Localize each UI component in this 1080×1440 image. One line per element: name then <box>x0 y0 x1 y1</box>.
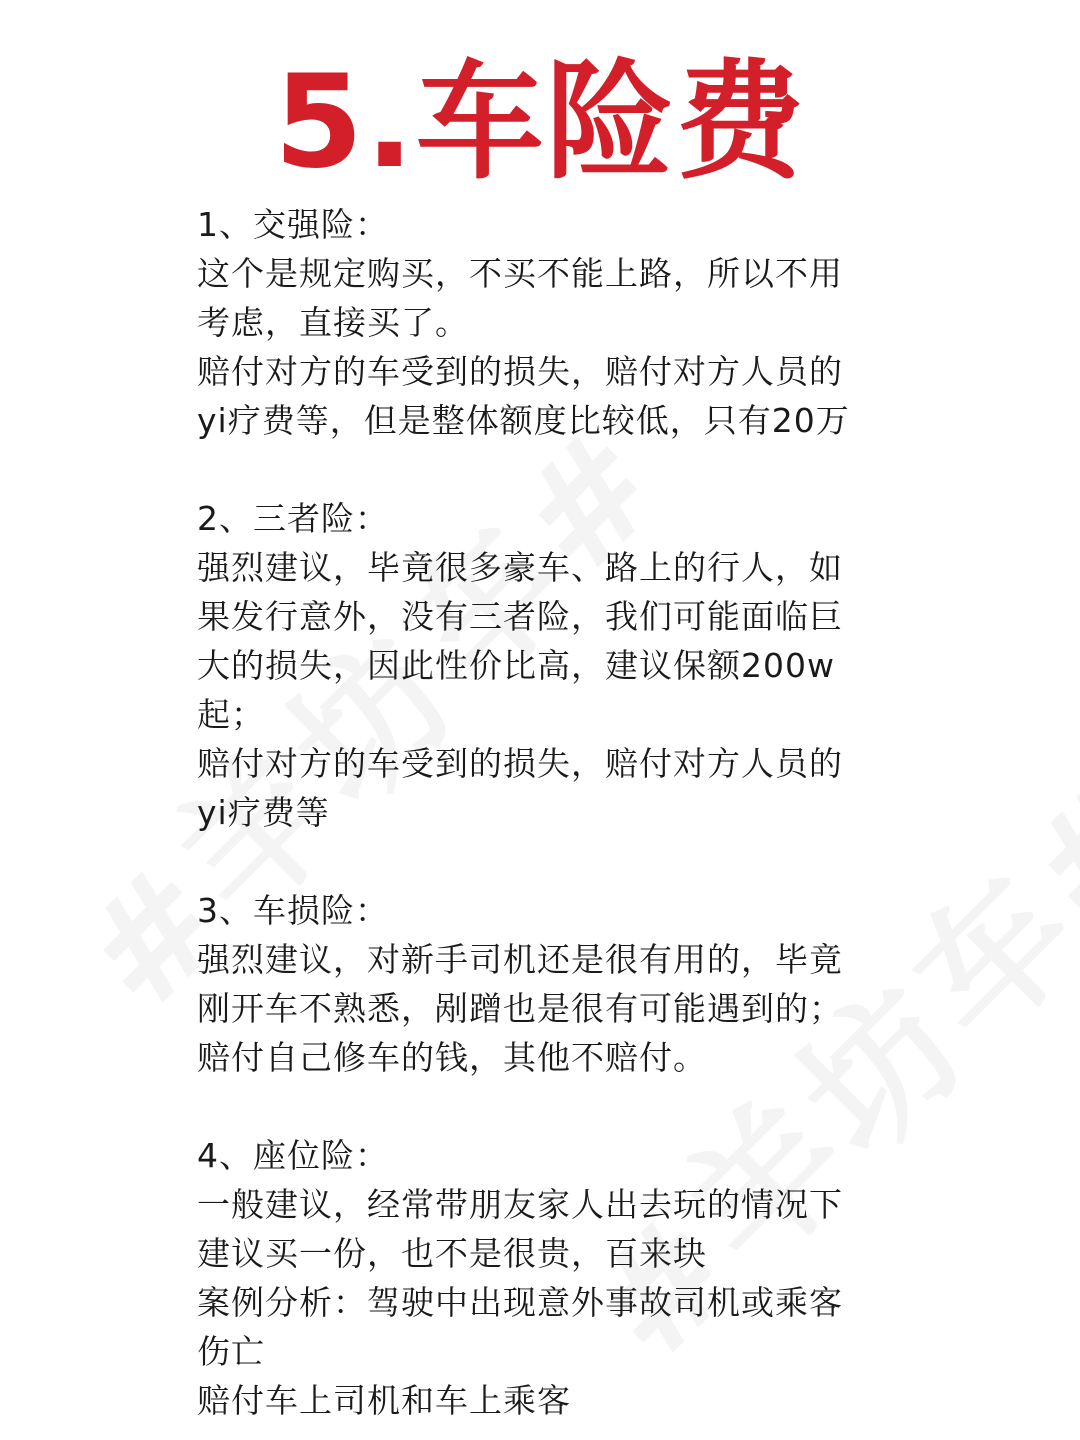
section-compulsory-insurance <box>197 200 877 445</box>
paragraph-line: 果发行意外，没有三者险，我们可能面临巨 <box>197 597 843 636</box>
paragraph-line: 一般建议，经常带朋友家人出去玩的情况下 <box>197 1185 843 1224</box>
paragraph-line: 大的损失，因此性价比高，建议保额200w <box>197 646 835 685</box>
paragraph-line: 起； <box>197 695 265 734</box>
paragraph-line: 赔付对方的车受到的损失，赔付对方人员的 <box>197 744 843 783</box>
page-title: 5.车险费 <box>274 48 806 197</box>
paragraph-line: 赔付对方的车受到的损失，赔付对方人员的 <box>197 352 843 391</box>
paragraph-line: 伤亡 <box>197 1332 265 1371</box>
section-heading: 2、三者险： <box>197 499 389 538</box>
section-seat-insurance <box>197 1131 877 1425</box>
section-vehicle-damage-insurance <box>197 886 877 1082</box>
section-heading: 4、座位险： <box>197 1136 389 1175</box>
section-heading: 1、交强险： <box>197 205 389 244</box>
paragraph-line: 强烈建议，毕竟很多豪车、路上的行人，如 <box>197 548 843 587</box>
paragraph-line: yi疗费等，但是整体额度比较低，只有20万 <box>197 401 850 440</box>
paragraph-line: 建议买一份，也不是很贵，百来块 <box>197 1234 707 1273</box>
paragraph-line: yi疗费等 <box>197 793 330 832</box>
paragraph-line: 刚开车不熟悉，剐蹭也是很有可能遇到的； <box>197 989 843 1028</box>
article-body <box>197 200 877 1425</box>
paragraph-line: 这个是规定购买，不买不能上路，所以不用 <box>197 254 843 293</box>
paragraph-line: 赔付自己修车的钱，其他不赔付。 <box>197 1038 707 1077</box>
paragraph-line: 强烈建议，对新手司机还是很有用的，毕竟 <box>197 940 843 979</box>
section-third-party-insurance <box>197 494 877 837</box>
section-heading: 3、车损险： <box>197 891 389 930</box>
paragraph-line: 赔付车上司机和车上乘客 <box>197 1381 571 1420</box>
paragraph-line: 考虑，直接买了。 <box>197 303 469 342</box>
paragraph-line: 案例分析：驾驶中出现意外事故司机或乘客 <box>197 1283 843 1322</box>
